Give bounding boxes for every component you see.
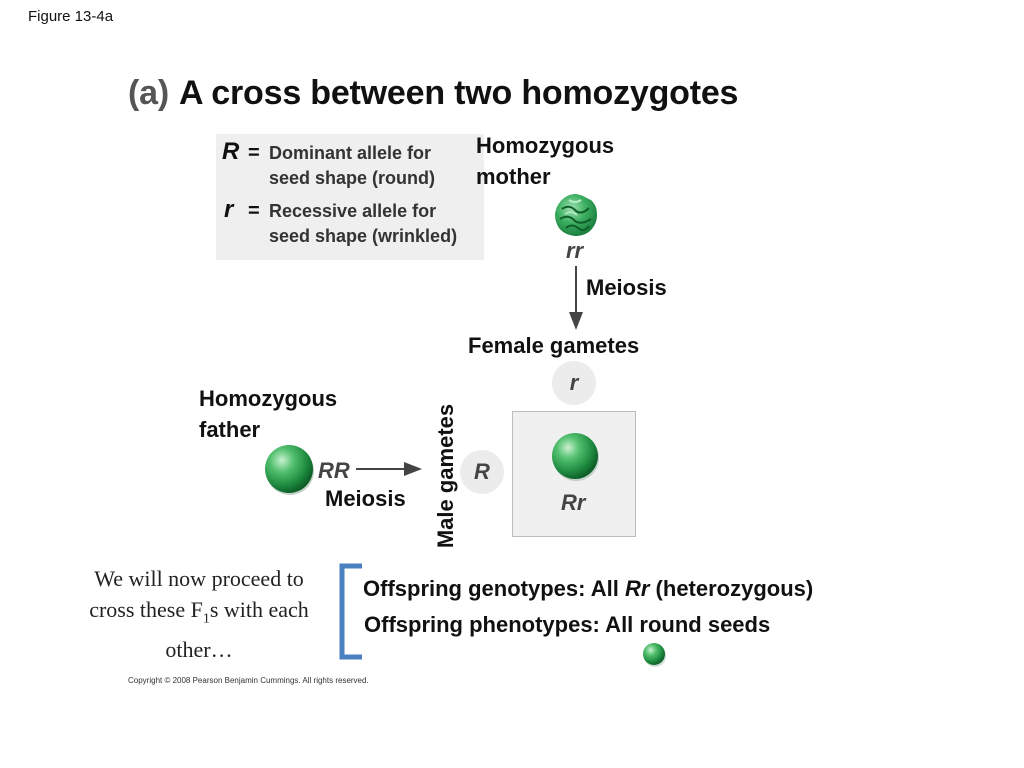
legend-text-recessive-line2: seed shape (wrinkled): [269, 226, 458, 246]
note-subscript: 1: [202, 611, 210, 627]
mother-meiosis-label: Meiosis: [586, 275, 667, 300]
mother-label-line2: mother: [476, 164, 551, 189]
offspring-genotypes-suffix: (heterozygous): [649, 576, 814, 601]
allele-legend: [216, 134, 484, 260]
mother-genotype: rr: [566, 238, 584, 263]
father-label-line2: father: [199, 417, 261, 442]
legend-text-recessive-line1: Recessive allele for: [269, 201, 437, 221]
meiosis-arrow-right: [356, 461, 424, 477]
legend-symbol-dominant: R: [222, 138, 240, 165]
mother-label: [476, 130, 614, 192]
punnett-genotype: Rr: [561, 490, 586, 515]
figure-label: Figure 13-4a: [28, 8, 114, 25]
round-seed-offspring-icon: [551, 432, 601, 482]
male-gamete-circle: [460, 450, 504, 494]
legend-equals-dominant: =: [248, 142, 260, 164]
female-gamete-allele: r: [569, 370, 579, 395]
legend-equals-recessive: =: [248, 200, 260, 222]
copyright-text: Copyright © 2008 Pearson Benjamin Cummings. All rights reserved.: [128, 676, 369, 685]
legend-text-dominant-line1: Dominant allele for: [269, 143, 432, 163]
legend-text-dominant-line2: seed shape (round): [269, 168, 436, 188]
title-part-label: (a): [128, 74, 169, 112]
offspring-phenotypes: Offspring phenotypes: All round seeds: [364, 612, 771, 637]
father-label-line1: Homozygous: [199, 386, 338, 411]
page-title: [128, 74, 738, 113]
punnett-square: [512, 411, 636, 537]
note-text-part2: s with each other…: [165, 597, 309, 663]
mother-label-line1: Homozygous: [476, 133, 615, 158]
meiosis-arrow-down: [567, 266, 585, 332]
legend-symbol-recessive: r: [224, 196, 234, 223]
father-label: [199, 383, 337, 445]
female-gamete-circle: [552, 361, 596, 405]
male-gamete-allele: R: [474, 459, 490, 484]
wrinkled-seed-icon: [553, 192, 599, 238]
offspring-genotypes-prefix: Offspring genotypes: All: [363, 576, 625, 601]
offspring-bracket: [336, 562, 366, 662]
male-gametes-label: Male gametes: [433, 403, 458, 549]
round-seed-father-icon: [264, 444, 316, 496]
title-text: A cross between two homozygotes: [178, 74, 739, 112]
father-meiosis-label: Meiosis: [325, 486, 406, 511]
offspring-genotypes-italic: Rr: [624, 576, 650, 601]
father-genotype: RR: [318, 458, 350, 483]
offspring-genotypes: [363, 576, 813, 602]
instruction-note: [74, 563, 324, 665]
note-text-part1: We will now proceed to cross these F: [89, 566, 304, 622]
round-seed-small-icon: [642, 642, 668, 668]
female-gametes-label: Female gametes: [468, 333, 640, 358]
